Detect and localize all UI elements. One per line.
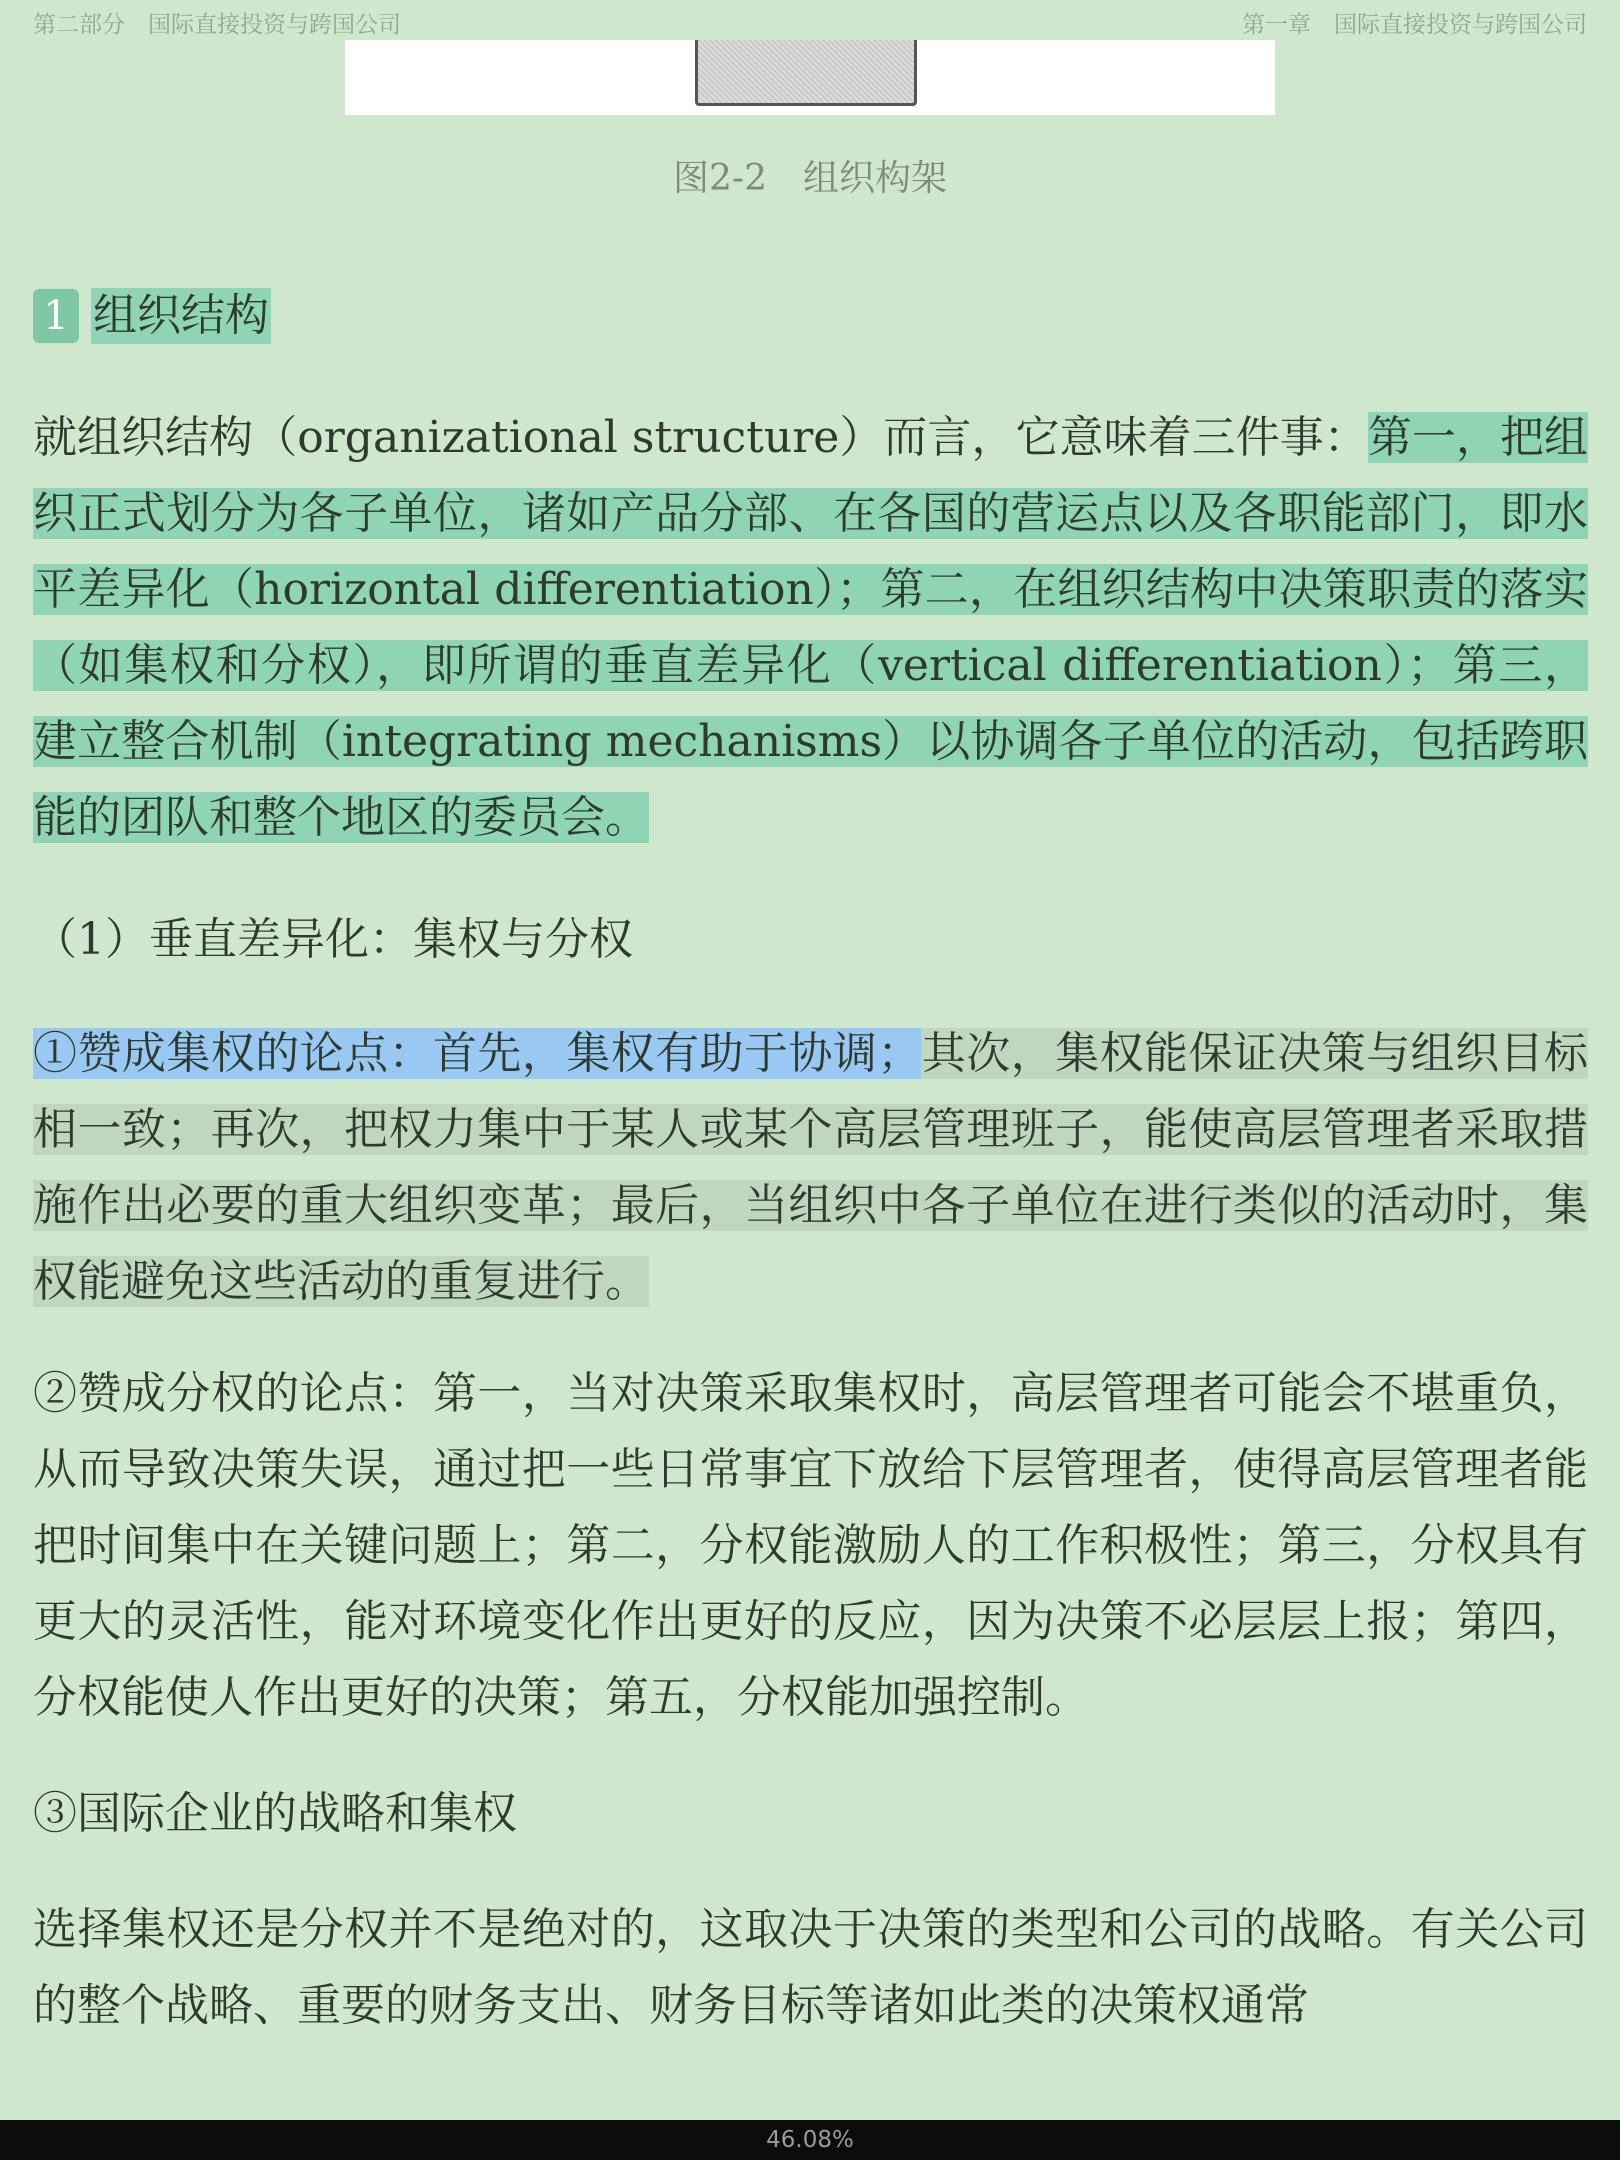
paragraph-text: 就组织结构（organizational structure）而言，它意味着三件事： xyxy=(33,412,1368,463)
running-header xyxy=(0,0,1620,40)
section-number-badge: 1 xyxy=(33,289,79,343)
subheading-strategy-centralization: ③国际企业的战略和集权 xyxy=(33,1788,517,1839)
paragraph-decentralization-arguments[interactable]: ②赞成分权的论点：第一，当对决策采取集权时，高层管理者可能会不堪重负，从而导致决策失误，通过把一些日常事宜下放给下层管理者，使得高层管理者能把时间集中在关键问题上；第二，分权能激励人的工作积极性；第三，分权具有更大的灵活性，能对环境变化作出更好的反应，因为决策不必层层上报；第四，分权能使人作出更好的决策；第五，分权能加强控制。 xyxy=(33,1368,1588,1723)
paragraph-organizational-structure[interactable] xyxy=(33,400,1588,856)
paragraph-choice-centralization[interactable]: 选择集权还是分权并不是绝对的，这取决于决策的类型和公司的战略。有关公司的整个战略、重要的财务支出、财务目标等诸如此类的决策权通常 xyxy=(33,1904,1588,2031)
subheading-vertical-differentiation: （1）垂直差异化：集权与分权 xyxy=(33,914,633,965)
section-heading xyxy=(33,288,271,344)
reading-progress-text: 46.08% xyxy=(766,2127,854,2153)
paragraph-centralization-arguments[interactable] xyxy=(33,1016,1588,1320)
header-chapter-title: 第一章 国际直接投资与跨国公司 xyxy=(1242,12,1587,38)
figure-diagram-fragment xyxy=(695,40,917,106)
highlight-grey[interactable]: 其次，集权能保证决策与组织目标相一致；再次，把权力集中于某人或某个高层管理班子，能使高层管理者采取措施作出必要的重大组织变革；最后，当组织中各子单位在进行类似的活动时，集权能避免这些活动的重复进行。 xyxy=(33,1028,1589,1307)
figure-image xyxy=(345,40,1275,115)
figure-caption: 图2-2 组织构架 xyxy=(673,158,947,199)
reading-progress-bar xyxy=(0,2120,1620,2160)
highlight-green[interactable]: 第一，把组织正式划分为各子单位，诸如产品分部、在各国的营运点以及各职能部门，即水平差异化（horizontal differentiation）；第二，在组织结构中决策职责的落实（如集权和分权），即所谓的垂直差异化（vertical differentiation）；第三，建立整合机制（integrating mechanisms）以协调各子单位的活动，包括跨职能的团队和整个地区的委员会。 xyxy=(33,412,1588,843)
section-title: 组织结构 xyxy=(91,288,271,344)
header-part-title: 第二部分 国际直接投资与跨国公司 xyxy=(33,12,401,38)
highlight-blue-selection[interactable]: ①赞成集权的论点：首先，集权有助于协调； xyxy=(33,1028,922,1079)
reading-content[interactable] xyxy=(33,400,1588,2044)
